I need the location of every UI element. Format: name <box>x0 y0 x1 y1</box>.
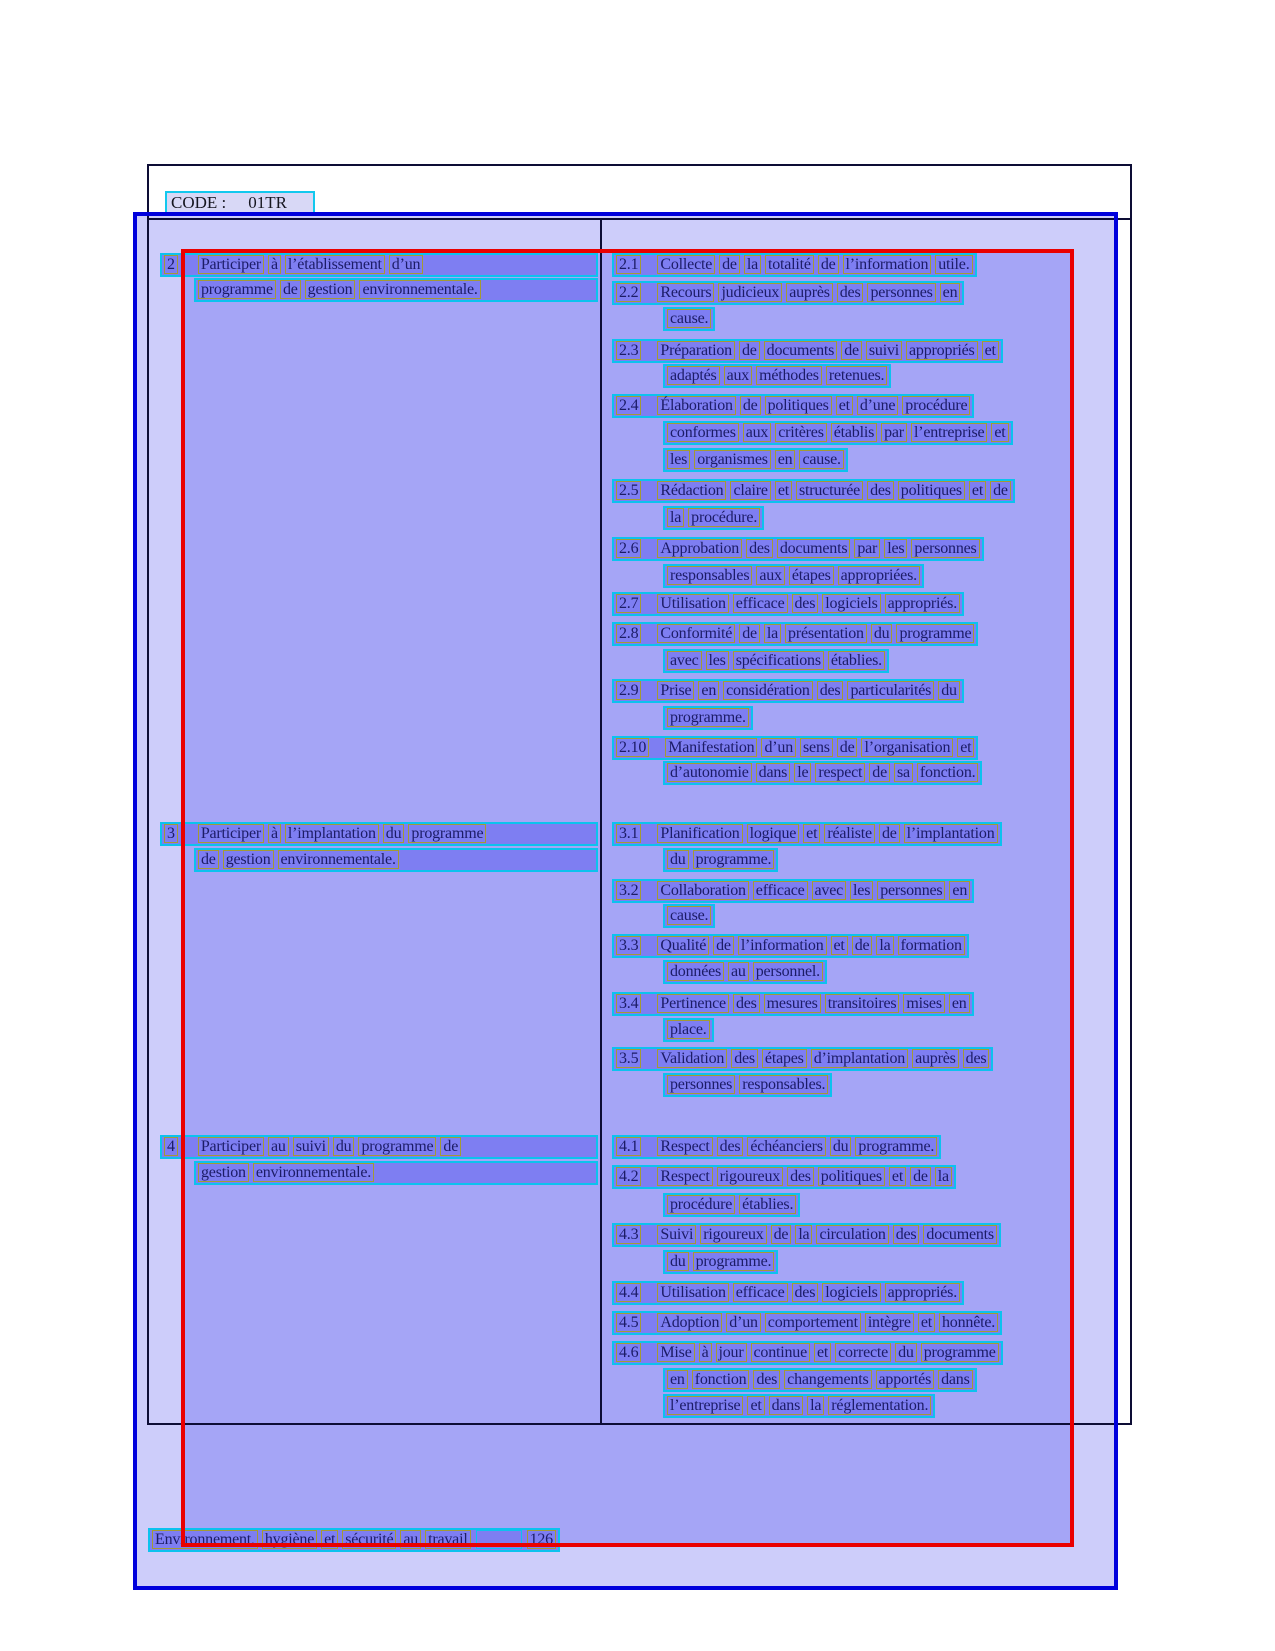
word-box: en <box>698 681 719 700</box>
criterion-line-band <box>663 564 924 588</box>
word-box: des <box>792 594 819 613</box>
word-box: efficace <box>733 594 788 613</box>
criterion-number-box: 3.1 <box>616 824 641 843</box>
word-box: et <box>831 936 848 955</box>
word-box: de <box>740 396 761 415</box>
criterion-line-band <box>663 960 827 984</box>
word-box: conformes <box>667 423 739 442</box>
criterion-number-box: 2.6 <box>616 539 641 558</box>
criterion-line-band <box>612 934 969 958</box>
word-box: par <box>881 423 907 442</box>
word-box: au <box>400 1530 421 1549</box>
word-box: environnementale. <box>278 850 399 869</box>
word-box: programme. <box>667 708 749 727</box>
criterion-line-band <box>663 448 848 472</box>
word-box: procédure <box>902 396 970 415</box>
word-box: l’entreprise <box>911 423 987 442</box>
element-line-band <box>160 253 598 277</box>
word-box: documents <box>777 539 851 558</box>
word-box: des <box>963 1049 990 1068</box>
word-box: responsables. <box>739 1075 828 1094</box>
word-box: présentation <box>785 624 867 643</box>
word-box: programme. <box>855 1137 937 1156</box>
word-box: Conformité <box>657 624 735 643</box>
word-box: Mise <box>657 1343 694 1362</box>
word-box: du <box>830 1137 852 1156</box>
criterion-line-band <box>612 339 1003 363</box>
word-box: réglementation. <box>828 1396 931 1415</box>
criterion-line-band <box>612 1281 964 1305</box>
word-box: organismes <box>694 450 771 469</box>
element-number-box: 2 <box>164 255 178 274</box>
criterion-line-band <box>612 679 964 703</box>
criterion-line-band <box>663 848 778 872</box>
word-box: personnel. <box>753 962 823 981</box>
word-box: Recours <box>657 283 714 302</box>
word-box: rigoureux <box>717 1167 783 1186</box>
criterion-line-band <box>663 506 764 530</box>
word-box: cause. <box>667 906 711 925</box>
word-box: place. <box>667 1020 710 1039</box>
criterion-line-band <box>663 761 982 785</box>
word-box: Approbation <box>657 539 742 558</box>
word-box: Rédaction <box>657 481 726 500</box>
word-box: cause. <box>667 309 711 328</box>
word-box: Collaboration <box>657 881 748 900</box>
word-box: réaliste <box>824 824 875 843</box>
word-box: établies. <box>739 1195 796 1214</box>
word-box: en <box>775 450 796 469</box>
word-box: des <box>792 1283 819 1302</box>
word-box: efficace <box>733 1283 788 1302</box>
word-box: Participer <box>198 1137 264 1156</box>
word-box: étapes <box>789 566 834 585</box>
word-box: structurée <box>796 481 863 500</box>
criterion-line-band <box>663 1073 832 1097</box>
word-box: à <box>699 1343 712 1362</box>
element-line-band <box>194 278 598 302</box>
element-line-band <box>160 1135 598 1159</box>
element-number-box: 4 <box>164 1137 178 1156</box>
criterion-number-box: 4.3 <box>616 1225 641 1244</box>
word-box: du <box>383 824 405 843</box>
word-box: claire <box>730 481 770 500</box>
word-box: la <box>876 936 893 955</box>
word-box: des <box>893 1225 920 1244</box>
word-box: personnes <box>867 283 935 302</box>
word-box: apportés <box>876 1370 935 1389</box>
word-box: circulation <box>816 1225 888 1244</box>
word-box: de <box>713 936 734 955</box>
word-box: Manifestation <box>665 738 757 757</box>
word-box: de <box>739 624 760 643</box>
word-box: et <box>957 738 974 757</box>
criterion-line-band <box>612 1341 1003 1365</box>
word-box: gestion <box>198 1163 249 1182</box>
word-box: des <box>746 539 773 558</box>
criterion-number-box: 2.3 <box>616 341 641 360</box>
criterion-number-box: 3.3 <box>616 936 641 955</box>
criterion-line-band <box>612 281 964 305</box>
criterion-number-box: 2.5 <box>616 481 641 500</box>
word-box: les <box>667 450 690 469</box>
word-box: à <box>268 255 281 274</box>
word-box: sécurité <box>342 1530 396 1549</box>
word-box: et <box>918 1313 935 1332</box>
word-box: et <box>321 1530 338 1549</box>
footer-gap-box <box>476 1530 522 1549</box>
criterion-line-band <box>663 1018 714 1042</box>
word-box: programme <box>921 1343 999 1362</box>
word-box: efficace <box>753 881 808 900</box>
word-box: de <box>440 1137 461 1156</box>
word-box: méthodes <box>756 366 822 385</box>
word-box: avec <box>667 651 702 670</box>
word-box: documents <box>764 341 838 360</box>
criterion-line-band <box>612 479 1015 503</box>
word-box: environnementale. <box>359 280 480 299</box>
element-line-band <box>160 822 598 846</box>
word-box: procédure <box>667 1195 735 1214</box>
criterion-line-band <box>663 307 715 331</box>
criterion-number-box: 2.8 <box>616 624 641 643</box>
criterion-number-box: 3.2 <box>616 881 641 900</box>
criterion-line-band <box>663 649 889 673</box>
word-box: gestion <box>305 280 356 299</box>
word-box: responsables <box>667 566 752 585</box>
word-box: judicieux <box>718 283 782 302</box>
criterion-number-box: 4.2 <box>616 1167 641 1186</box>
word-box: transitoires <box>825 994 900 1013</box>
criterion-line-band <box>612 736 978 760</box>
word-box: d’autonomie <box>667 763 752 782</box>
word-box: de <box>771 1225 792 1244</box>
criterion-number-box: 4.5 <box>616 1313 641 1332</box>
word-box: retenues. <box>826 366 888 385</box>
word-box: politiques <box>898 481 965 500</box>
word-box: spécifications <box>733 651 824 670</box>
word-box: dans <box>769 1396 804 1415</box>
criterion-number-box: 3.5 <box>616 1049 641 1068</box>
word-box: de <box>852 936 873 955</box>
word-box: et <box>775 481 792 500</box>
word-box: programme <box>198 280 276 299</box>
word-box: Qualité <box>657 936 709 955</box>
word-box: établis <box>831 423 877 442</box>
word-box: appropriées. <box>838 566 920 585</box>
word-box: Participer <box>198 255 264 274</box>
word-box: les <box>850 881 873 900</box>
word-box: du <box>871 624 893 643</box>
word-box: en <box>667 1370 688 1389</box>
word-box: de <box>990 481 1011 500</box>
criterion-line-band <box>612 1047 993 1071</box>
word-box: de <box>869 763 890 782</box>
criterion-line-band <box>663 904 715 928</box>
word-box: changements <box>784 1370 871 1389</box>
word-box: politiques <box>818 1167 885 1186</box>
word-box: de <box>879 824 900 843</box>
word-box: jour <box>716 1343 747 1362</box>
element-number-box: 3 <box>164 824 178 843</box>
word-box: adaptés <box>667 366 720 385</box>
word-box: et <box>969 481 986 500</box>
word-box: de <box>280 280 301 299</box>
criterion-line-band <box>663 1193 800 1217</box>
word-box: des <box>753 1370 780 1389</box>
word-box: personnes <box>667 1075 735 1094</box>
word-box: d’un <box>761 738 796 757</box>
criterion-line-band <box>612 622 978 646</box>
word-box: programme. <box>693 850 775 869</box>
word-box: et <box>982 341 999 360</box>
word-box: des <box>867 481 894 500</box>
word-box: dans <box>756 763 791 782</box>
word-box: continue <box>751 1343 811 1362</box>
word-box: programme <box>358 1137 436 1156</box>
word-box: logiciels <box>822 1283 880 1302</box>
word-box: gestion <box>223 850 274 869</box>
criterion-number-box: 4.4 <box>616 1283 641 1302</box>
word-box: du <box>667 1252 689 1271</box>
word-box: l’entreprise <box>667 1396 743 1415</box>
word-box: le <box>794 763 811 782</box>
word-box: appropriés. <box>885 1283 960 1302</box>
word-box: utile. <box>935 255 972 274</box>
word-box: l’information <box>738 936 827 955</box>
word-box: données <box>667 962 724 981</box>
word-box: la <box>667 508 684 527</box>
word-box: Validation <box>657 1049 727 1068</box>
word-box: de <box>910 1167 931 1186</box>
word-box: correcte <box>835 1343 891 1362</box>
criterion-number-box: 2.1 <box>616 255 641 274</box>
criterion-line-band <box>663 1250 778 1274</box>
word-box: la <box>795 1225 812 1244</box>
word-box: d’une <box>857 396 898 415</box>
word-box: mesures <box>764 994 821 1013</box>
word-box: formation <box>898 936 965 955</box>
word-box: de <box>719 255 740 274</box>
word-box: totalité <box>765 255 814 274</box>
word-box: intègre <box>865 1313 914 1332</box>
word-box: avec <box>812 881 847 900</box>
word-box: Adoption <box>657 1313 722 1332</box>
word-box: au <box>728 962 749 981</box>
criterion-number-box: 2.7 <box>616 594 641 613</box>
word-box: dans <box>938 1370 973 1389</box>
word-box: Préparation <box>657 341 735 360</box>
word-box: respect <box>815 763 865 782</box>
criterion-number-box: 4.1 <box>616 1137 641 1156</box>
word-box: l’établissement <box>285 255 385 274</box>
word-box: programme <box>408 824 486 843</box>
word-box: d’implantation <box>811 1049 908 1068</box>
word-box: et <box>889 1167 906 1186</box>
criterion-line-band <box>612 1311 1002 1335</box>
word-box: l’information <box>843 255 932 274</box>
word-box: honnête. <box>939 1313 998 1332</box>
word-box: des <box>837 283 864 302</box>
word-box: sa <box>894 763 913 782</box>
word-box: des <box>717 1137 744 1156</box>
word-box: des <box>731 1049 758 1068</box>
word-box: Planification <box>657 824 742 843</box>
word-box: l’organisation <box>861 738 953 757</box>
word-box: mises <box>903 994 944 1013</box>
word-box: aux <box>756 566 785 585</box>
word-box: étapes <box>762 1049 807 1068</box>
word-box: du <box>895 1343 917 1362</box>
word-box: auprès <box>912 1049 959 1068</box>
word-box: procédure. <box>688 508 760 527</box>
word-box: sens <box>800 738 833 757</box>
word-box: et <box>747 1396 764 1415</box>
criterion-line-band <box>612 253 977 277</box>
word-box: comportement <box>765 1313 861 1332</box>
criterion-line-band <box>612 1223 1001 1247</box>
page-number-box: 126 <box>527 1530 556 1549</box>
word-box: programme. <box>693 1252 775 1271</box>
criterion-line-band <box>663 1394 935 1418</box>
word-box: de <box>739 341 760 360</box>
word-box: fonction <box>692 1370 750 1389</box>
word-box: la <box>935 1167 952 1186</box>
word-box: et <box>803 824 820 843</box>
criterion-line-band <box>612 822 1002 846</box>
word-box: de <box>198 850 219 869</box>
code-value: 01TR <box>248 193 287 212</box>
word-box: appropriés <box>906 341 978 360</box>
word-box: et <box>814 1343 831 1362</box>
word-box: Utilisation <box>657 594 728 613</box>
criterion-line-band <box>612 592 964 616</box>
criterion-number-box: 2.10 <box>616 738 649 757</box>
word-box: politiques <box>765 396 832 415</box>
word-box: d’un <box>726 1313 761 1332</box>
word-box: et <box>991 423 1008 442</box>
word-box: Prise <box>657 681 694 700</box>
criterion-number-box: 2.2 <box>616 283 641 302</box>
word-box: logique <box>747 824 800 843</box>
word-box: et <box>836 396 853 415</box>
word-box: par <box>854 539 880 558</box>
word-box: échéanciers <box>747 1137 825 1156</box>
word-box: appropriés. <box>885 594 960 613</box>
word-box: les <box>884 539 907 558</box>
word-box: établies. <box>828 651 885 670</box>
word-box: critères <box>775 423 826 442</box>
word-box: fonction. <box>917 763 979 782</box>
word-box: travail <box>425 1530 470 1549</box>
word-box: Suivi <box>657 1225 696 1244</box>
word-box: de <box>837 738 858 757</box>
word-box: Respect <box>657 1167 712 1186</box>
word-box: aux <box>724 366 753 385</box>
word-box: particularités <box>847 681 934 700</box>
criterion-line-band <box>612 1135 941 1159</box>
word-box: Pertinence <box>657 994 729 1013</box>
criterion-number-box: 2.4 <box>616 396 641 415</box>
word-box: suivi <box>293 1137 329 1156</box>
criterion-line-band <box>612 879 974 903</box>
word-box: Élaboration <box>657 396 735 415</box>
criterion-number-box: 3.4 <box>616 994 641 1013</box>
word-box: des <box>787 1167 814 1186</box>
word-box: personnes <box>911 539 979 558</box>
word-box: à <box>268 824 281 843</box>
word-box: Respect <box>657 1137 712 1156</box>
criterion-line-band <box>612 394 974 418</box>
criterion-line-band <box>663 1368 977 1392</box>
element-line-band <box>194 1161 598 1185</box>
criterion-line-band <box>612 992 974 1016</box>
code-label: CODE : <box>171 193 227 212</box>
criterion-line-band <box>612 537 984 561</box>
word-box: hygiène <box>262 1530 317 1549</box>
word-box: considération <box>723 681 813 700</box>
element-line-band <box>194 848 598 872</box>
word-box: au <box>268 1137 289 1156</box>
word-box: la <box>764 624 781 643</box>
word-box: du <box>333 1137 355 1156</box>
word-box: suivi <box>866 341 902 360</box>
footer-band <box>148 1528 560 1552</box>
word-box: rigoureux <box>700 1225 766 1244</box>
criterion-line-band <box>663 706 753 730</box>
word-box: environnementale. <box>253 1163 374 1182</box>
criterion-line-band <box>612 1165 956 1189</box>
word-box: programme <box>896 624 974 643</box>
word-box: Participer <box>198 824 264 843</box>
word-box: en <box>949 994 970 1013</box>
word-box: Utilisation <box>657 1283 728 1302</box>
word-box: la <box>744 255 761 274</box>
word-box: en <box>940 283 961 302</box>
word-box: du <box>938 681 960 700</box>
criterion-line-band <box>663 364 891 388</box>
word-box: Collecte <box>657 255 715 274</box>
word-box: du <box>667 850 689 869</box>
criterion-number-box: 2.9 <box>616 681 641 700</box>
word-box: de <box>841 341 862 360</box>
word-box: en <box>949 881 970 900</box>
word-box: la <box>807 1396 824 1415</box>
word-box: Environnement, <box>152 1530 258 1549</box>
word-box: auprès <box>786 283 833 302</box>
word-box: des <box>733 994 760 1013</box>
word-box: personnes <box>877 881 945 900</box>
word-box: logiciels <box>822 594 880 613</box>
word-box: d’un <box>389 255 424 274</box>
word-box: documents <box>923 1225 997 1244</box>
criterion-line-band <box>663 421 1013 445</box>
word-box: l’implantation <box>285 824 379 843</box>
word-box: les <box>706 651 729 670</box>
word-box: aux <box>743 423 772 442</box>
word-box: des <box>817 681 844 700</box>
criterion-number-box: 4.6 <box>616 1343 641 1362</box>
word-box: de <box>818 255 839 274</box>
word-box: l’implantation <box>904 824 998 843</box>
word-box: cause. <box>799 450 843 469</box>
